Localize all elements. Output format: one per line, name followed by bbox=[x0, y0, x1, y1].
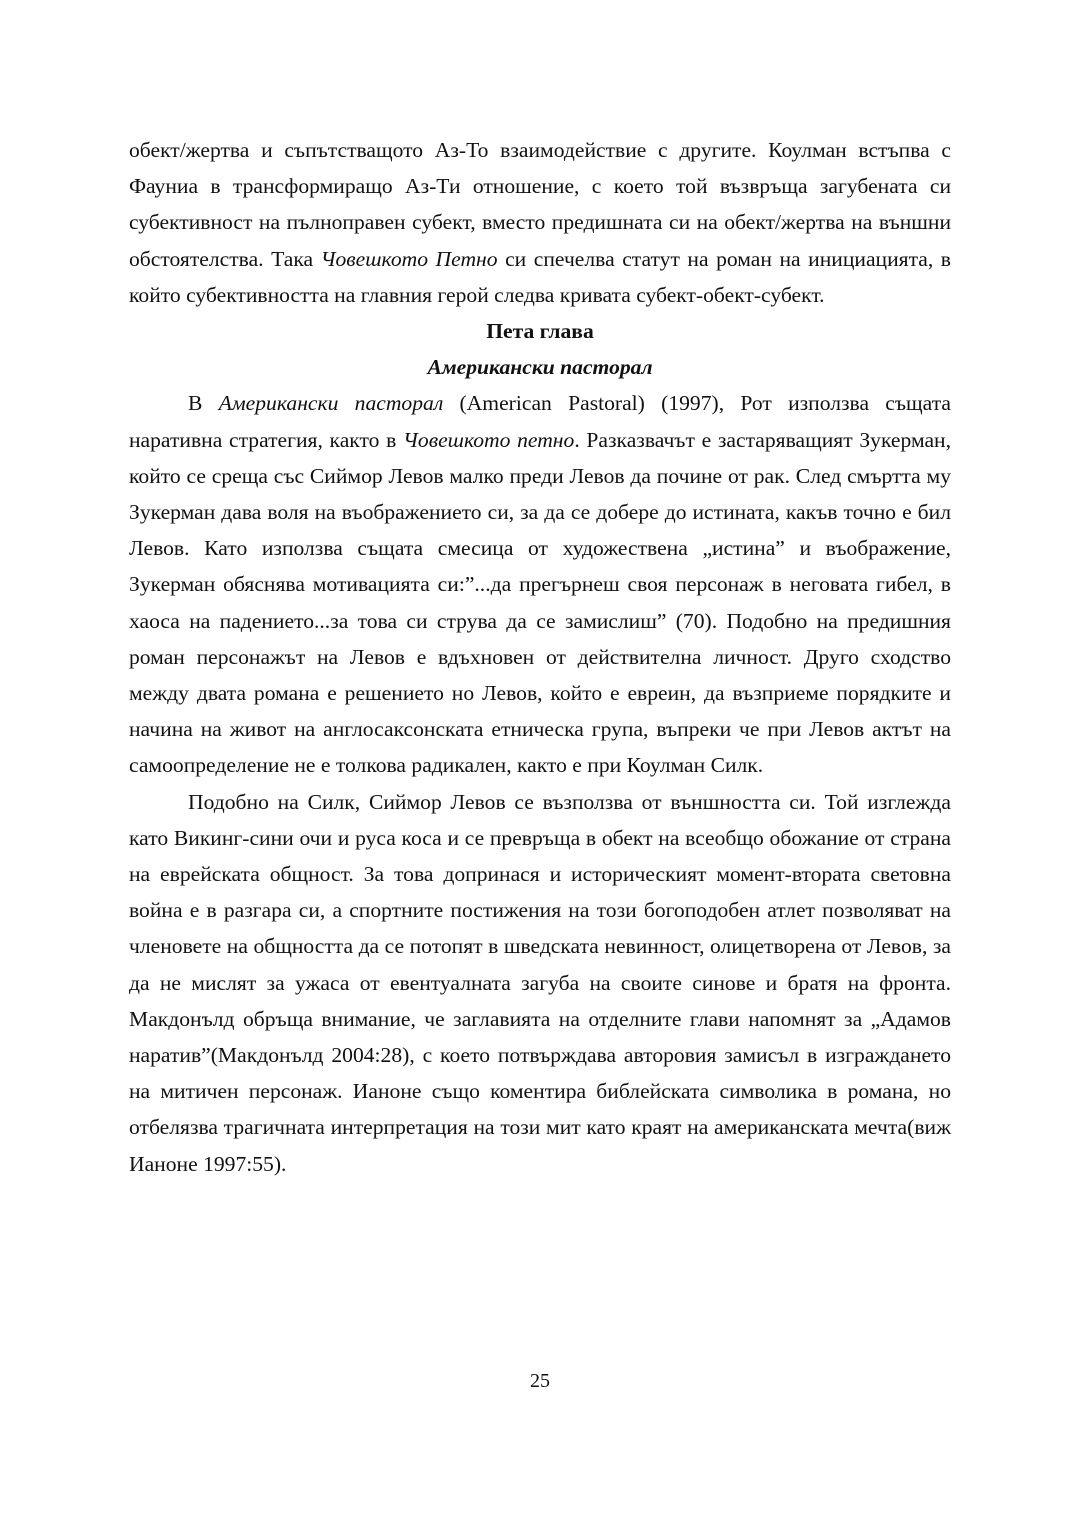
document-page bbox=[129, 132, 951, 1182]
body-paragraph-1 bbox=[129, 132, 951, 313]
body-paragraph-3: Подобно на Силк, Сиймор Левов се възползва от външността си. Той изглежда като Викинг-сини очи и руса коса и се превръща в обект на всеобщо обожание от страна на еврейската общност. За това допринася и историческият момент-втората световна война е в разгара си, а спортните постижения на този богоподобен атлет позволяват на членовете на общността да се потопят в шведската невинност, олицетворена от Левов, за да не мислят за ужаса от евентуалната загуба на своите синове и братя на фронта. Макдонълд обръща внимание, че заглавията на отделните глави напомнят за „Адамов наратив”(Макдонълд 2004:28), с което потвърждава авторовия замисъл в изграждането на митичен персонаж. Ианоне също коментира библейската символика в романа, но отбелязва трагичната интерпретация на този мит като краят на американската мечта(виж Ианоне 1997:55). bbox=[129, 789, 951, 1176]
novel-title-human-stain: Човешкото Петно bbox=[320, 246, 498, 271]
paragraph-1-text-a: обект/жертва и съпътстващото Аз-То взаимодействие с другите. Коулман встъпва с Фауниа в трансформиращо Аз-Ти отношение, с което той възвръща загубената си субективност на пълноправен субект, вместо предишната си на обект/жертва на външни обстоятелства. Така bbox=[129, 138, 951, 271]
paragraph-1-text-b: си спечелва статут на роман на инициацията, в който субективността на главния герой следва кривата субект-обект-субект. bbox=[129, 246, 951, 307]
novel-title-american-pastoral: Американски пасторал bbox=[218, 391, 444, 416]
chapter-title: Американски пасторал bbox=[427, 355, 653, 380]
page-number: 25 bbox=[530, 1370, 550, 1392]
paragraph-2-text-b: (American Pastoral) (1997), Рот използва същата наративна стратегия, както в bbox=[129, 391, 951, 452]
chapter-heading: Пета глава bbox=[486, 319, 594, 344]
paragraph-2-text-c: . Разказвачът е застаряващият Зукерман, който се среща със Сиймор Левов малко преди Левов да почине от рак. След смъртта му Зукерман дава воля на въображението си, за да се добере до истината, какъв точно е бил Левов. Като използва същата смесица от художествена „истина” и въображение, Зукерман обяснява мотивацията си:”...да прегърнеш своя персонаж в неговата гибел, в хаоса на падението...за това си струва да се замислиш” (70). Подобно на предишния роман персонажът на Левов е вдъхновен от действителна личност. Друго сходство между двата романа е решението но Левов, който е евреин, да възприеме порядките и начина на живот на англосаксонската етническа група, въпреки че при Левов актът на самоопределение не е толкова радикален, както е при Коулман Силк. bbox=[129, 427, 952, 778]
body-paragraph-2 bbox=[129, 385, 951, 783]
paragraph-2-text-a: В bbox=[188, 391, 219, 416]
novel-title-human-stain-2: Човешкото петно bbox=[403, 427, 575, 452]
